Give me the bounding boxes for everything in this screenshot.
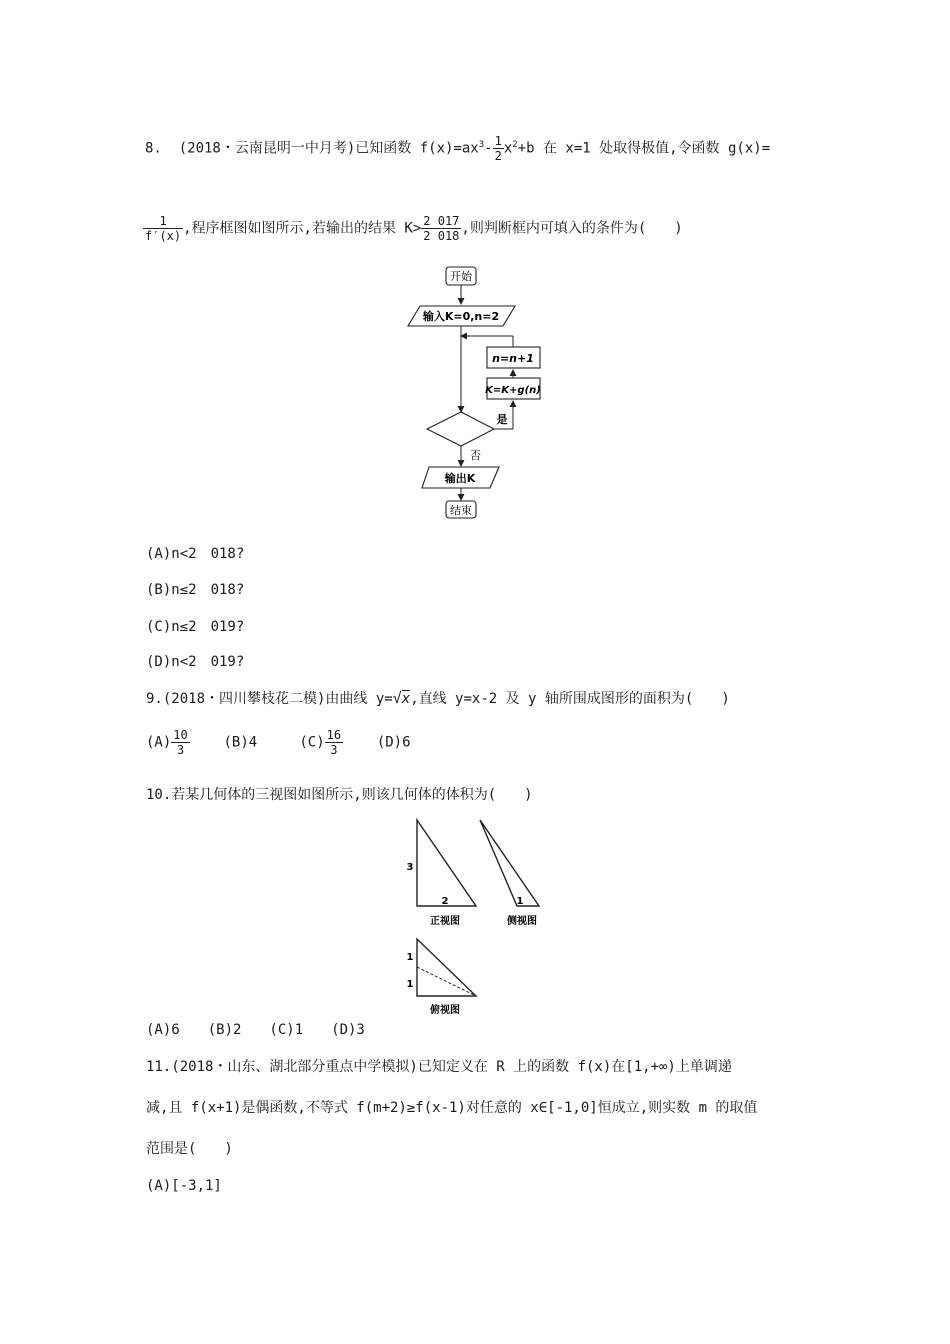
q9-sqrt-var: x <box>401 691 411 707</box>
q8-line1-rest: +b 在 x=1 处取得极值,令函数 g(x)= <box>517 140 771 157</box>
front-view-triangle <box>417 820 476 906</box>
q9-opt-c-den: 3 <box>330 743 338 757</box>
side-view-base-label: 1 <box>516 896 524 907</box>
q9-opt-a-den: 3 <box>176 743 185 757</box>
q11-line3: 范围是( ) <box>146 1141 233 1157</box>
q8-option-d: (D)n<2 019? <box>146 654 245 670</box>
q9-opt-c-label: (C) <box>299 734 325 751</box>
flow-no-label: 否 <box>470 449 481 462</box>
q8-half-fraction <box>493 134 504 163</box>
q8-option-c: (C)n≤2 019? <box>146 619 245 635</box>
q9-text-b: ,直线 y=x-2 及 y 轴所围成图形的面积为( ) <box>410 691 730 707</box>
front-view-base-label: 2 <box>441 896 449 907</box>
top-view-triangle <box>417 939 476 996</box>
flow-output-label: 输出K <box>444 472 476 485</box>
q8-result-num: 2 017 <box>423 214 460 228</box>
flow-start-label: 开始 <box>450 270 472 283</box>
q8-reciprocal-fraction <box>143 214 183 243</box>
q8-result-den: 2 018 <box>423 229 460 243</box>
q11-option-a: (A)[-3,1] <box>146 1178 222 1194</box>
q8-source-and-function: (2018・云南昆明一中月考)已知函数 f(x)=ax <box>178 140 479 157</box>
q8-x: x <box>503 140 513 157</box>
front-view-caption: 正视图 <box>430 916 460 927</box>
q9-opt-c-num: 16 <box>326 728 342 742</box>
q8-result-fraction <box>421 214 461 243</box>
side-view-triangle <box>480 820 539 906</box>
q10-text: 10.若某几何体的三视图如图所示,则该几何体的体积为( ) <box>146 787 533 803</box>
q8-option-a: (A)n<2 018? <box>146 546 245 562</box>
q9-opt-c-fraction <box>325 728 343 757</box>
top-view-lower-label: 1 <box>406 979 414 990</box>
flowchart-diagram <box>400 260 560 522</box>
q8-reciprocal-num: 1 <box>143 214 183 229</box>
q8-reciprocal-den: f′(x) <box>145 229 182 243</box>
flow-update-n-label: n=n+1 <box>492 352 534 365</box>
q8-line2-b: ,则判断框内可填入的条件为( ) <box>461 220 683 237</box>
q8-option-b: (B)n≤2 018? <box>146 582 245 598</box>
q8-line2-a: ,程序框图如图所示,若输出的结果 K> <box>183 220 422 237</box>
q8-exponent-2: 2 <box>512 139 518 150</box>
q9-options <box>146 728 411 757</box>
flow-end-label: 结束 <box>450 504 472 517</box>
sqrt-icon: √ <box>392 689 402 707</box>
flow-update-k-label: K=K+g(n) <box>485 385 541 396</box>
side-view-caption: 侧视图 <box>507 916 537 927</box>
q11-line1: 11.(2018・山东、湖北部分重点中学模拟)已知定义在 R 上的函数 f(x)在[1,+∞)上单调递 <box>146 1059 732 1075</box>
three-view-diagram <box>400 815 560 1020</box>
front-view-height-label: 3 <box>406 862 414 873</box>
flow-decision-diamond <box>427 412 494 446</box>
q9-opt-a-label: (A) <box>146 734 172 751</box>
q11-line2: 减,且 f(x+1)是偶函数,不等式 f(m+2)≥f(x-1)对任意的 x∈[-1,0]恒成立,则实数 m 的取值 <box>146 1100 758 1116</box>
flow-input-label: 输入K=0,n=2 <box>422 310 500 323</box>
q9-text-a: 9.(2018・四川攀枝花二模)由曲线 y= <box>146 691 393 707</box>
q8-minus: - <box>484 140 493 157</box>
q9-opt-a-fraction <box>171 728 189 757</box>
top-view-caption: 俯视图 <box>430 1005 460 1016</box>
q8-line2 <box>143 214 683 243</box>
q9-opt-b: (B)4 <box>223 734 258 751</box>
q8-half-num: 1 <box>494 134 502 148</box>
flow-yes-label: 是 <box>496 413 508 426</box>
q8-number: 8. <box>145 140 162 157</box>
top-view-upper-label: 1 <box>406 952 414 963</box>
q9-line <box>146 688 730 709</box>
q9-opt-d: (D)6 <box>376 734 411 751</box>
q8-line1 <box>145 134 770 163</box>
q8-exponent-3: 3 <box>478 139 485 150</box>
q8-half-den: 2 <box>494 149 502 163</box>
q9-opt-a-num: 10 <box>173 728 188 742</box>
q10-options: (A)6 (B)2 (C)1 (D)3 <box>146 1022 365 1038</box>
